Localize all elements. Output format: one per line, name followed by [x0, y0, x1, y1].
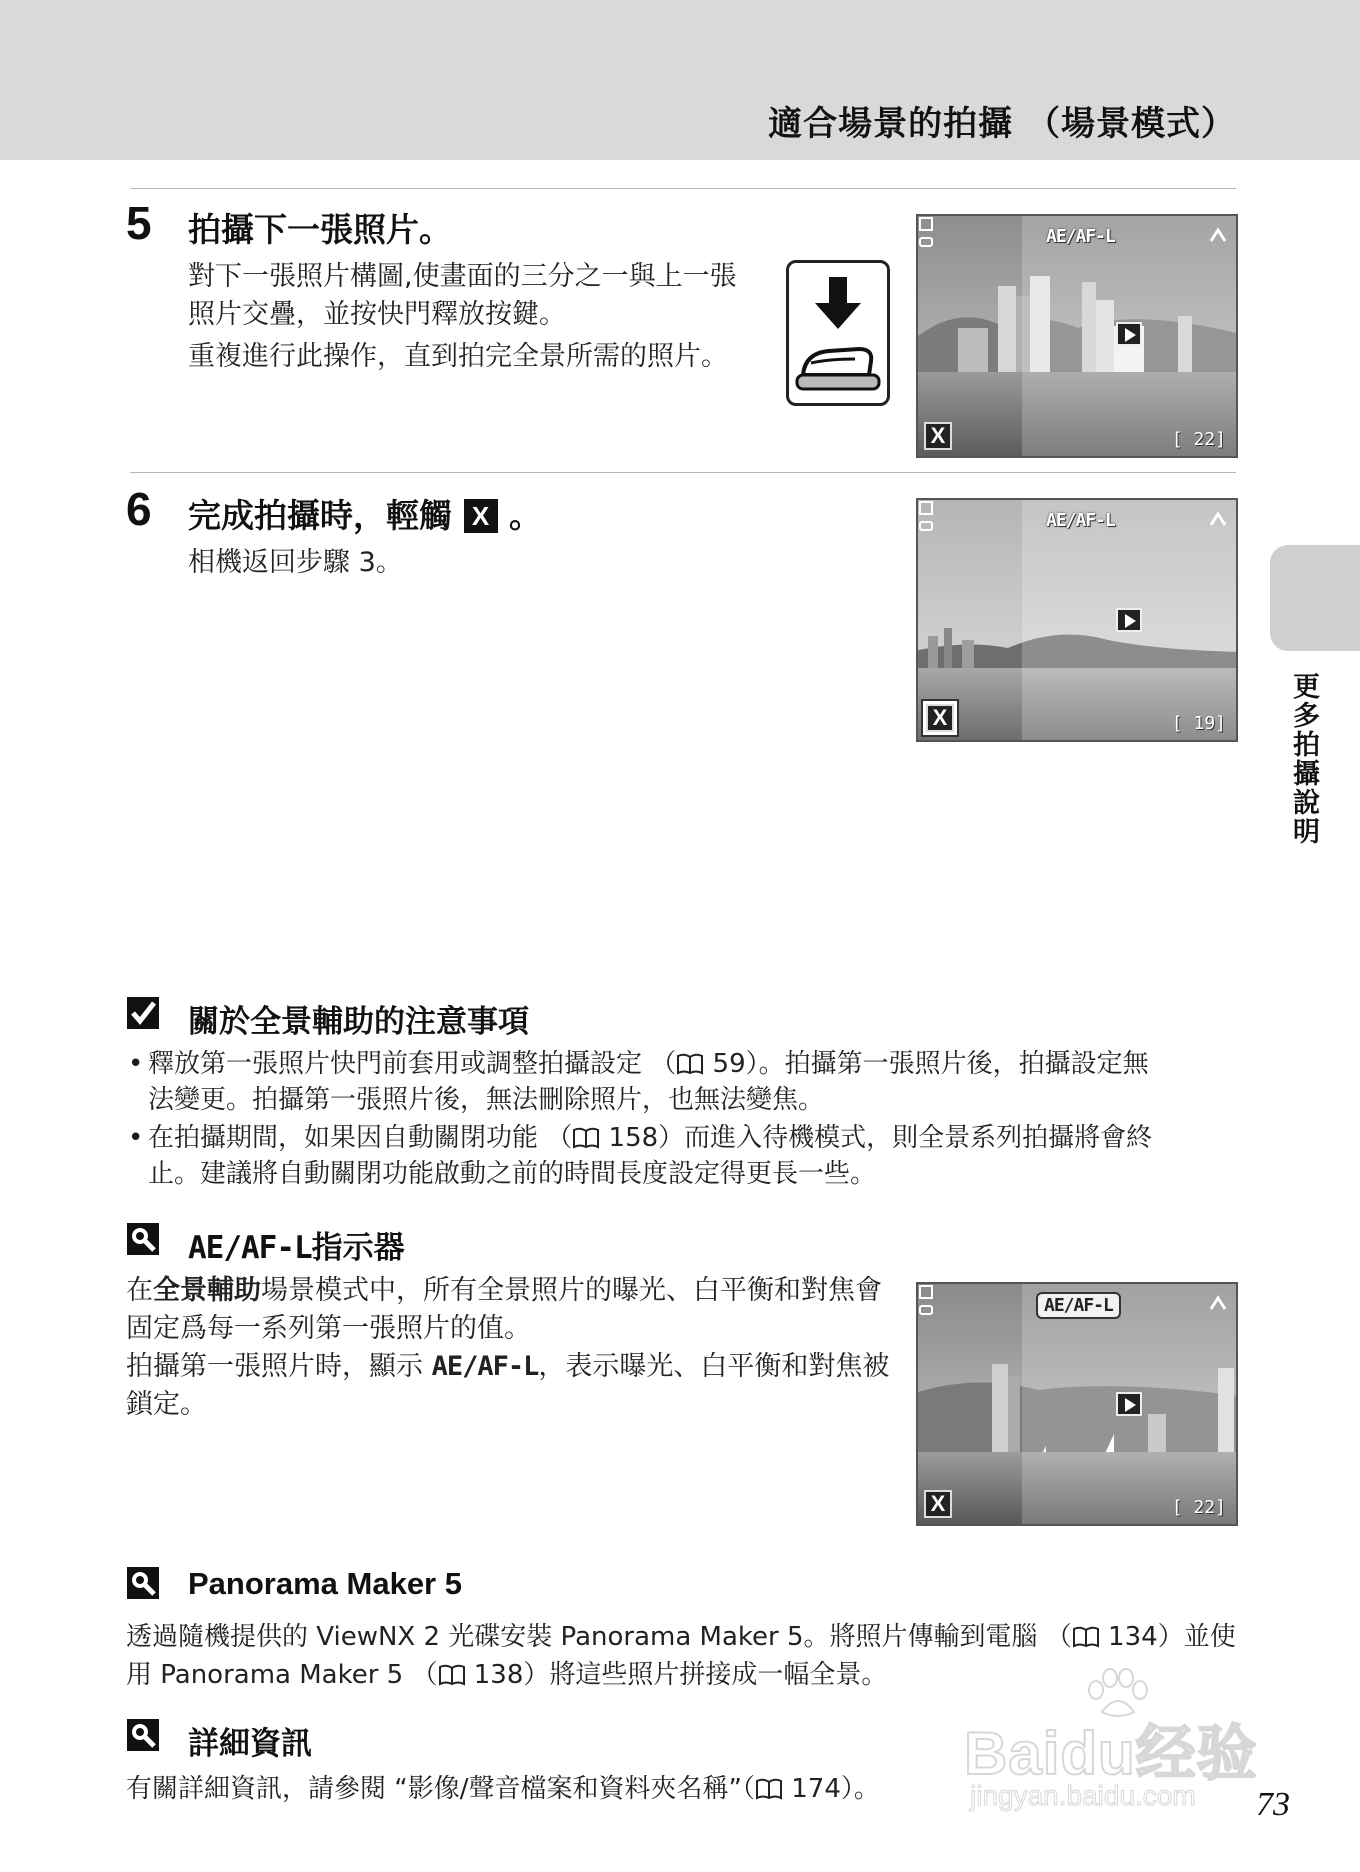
ae-af-lock-indicator: AE/AF-L — [1046, 226, 1115, 247]
magnifier-note-icon — [126, 1222, 160, 1256]
exposures-remaining: [ 22] — [1171, 429, 1226, 450]
exposures-remaining: [ 22] — [1171, 1497, 1226, 1518]
ae-af-lock-code: AE/AF-L — [431, 1351, 539, 1382]
exposures-remaining: [ 19] — [1171, 713, 1226, 734]
section-side-label: 更多拍攝說明 — [1288, 672, 1319, 846]
shutter-button-illustration — [786, 260, 890, 406]
ae-af-lock-indicator: AE/AF-L — [1036, 1292, 1121, 1319]
play-arrow-icon — [1116, 1392, 1142, 1416]
text-span: 174）。 — [782, 1774, 880, 1804]
baidu-watermark — [964, 1668, 1284, 1818]
checkmark-icon — [126, 996, 160, 1030]
book-reference-icon — [676, 1053, 704, 1075]
step-paragraph: 對下一張照片構圖,使畫面的三分之一與上一張照片交疊，並按快門釋放按鍵。 — [188, 261, 737, 330]
text-span: 在 — [126, 1275, 153, 1306]
bullet-text: 59）。拍攝第一張照片後，拍攝設定無 — [704, 1049, 1149, 1079]
text-span: 場景模式中，所有全景照片的曝光、白平衡和對焦會固定爲每一系列第一張照片的值。 — [126, 1275, 882, 1344]
ae-af-lock-code: AE/AF-L — [188, 1230, 312, 1266]
play-arrow-icon — [1116, 608, 1142, 632]
x-icon: X — [464, 499, 498, 533]
step-title-end: 。 — [509, 496, 542, 535]
section-side-tab — [1270, 545, 1360, 651]
text-span: 138）將這些照片拼接成一幅全景。 — [465, 1660, 888, 1690]
step-number: 5 — [126, 197, 152, 249]
text-span: 拍攝第一張照片時，顯示 — [126, 1351, 432, 1382]
note-title: 詳細資訊 — [188, 1726, 312, 1762]
page-header-title: 適合場景的拍攝 （場景模式） — [768, 104, 1236, 144]
note-title: 關於全景輔助的注意事項 — [188, 1004, 529, 1040]
panorama-assist-term: 全景輔助 — [153, 1275, 261, 1306]
bullet-text: 在拍攝期間，如果因自動關閉功能 （ — [148, 1123, 573, 1153]
panorama-scene — [918, 216, 1238, 458]
bullet-item — [148, 1046, 1238, 1118]
book-reference-icon — [572, 1127, 600, 1149]
panorama-scene — [918, 500, 1238, 742]
page-number: 73 — [1256, 1786, 1290, 1823]
text-span: 134）並使 — [1099, 1622, 1236, 1652]
step-paragraph: 重複進行此操作，直到拍完全景所需的照片。 — [188, 341, 728, 372]
step-paragraph: 相機返回步驟 3。 — [188, 547, 403, 578]
bullet-marker: • — [128, 1049, 144, 1079]
text-span: 透過隨機提供的 ViewNX 2 光碟安裝 Panorama Maker 5。將照片傳輸到電腦 （ — [126, 1622, 1072, 1652]
step-number: 6 — [126, 483, 152, 535]
finish-x-button[interactable]: X — [924, 422, 952, 450]
bullet-marker: • — [128, 1123, 144, 1153]
camera-lcd-screen — [916, 214, 1238, 458]
note-title: Panorama Maker 5 — [188, 1566, 462, 1601]
book-reference-icon — [1072, 1626, 1100, 1648]
finish-x-button[interactable]: X — [926, 704, 954, 732]
bullet-text: 止。建議將自動關閉功能啟動之前的時間長度設定得更長一些。 — [148, 1159, 877, 1189]
divider — [130, 188, 1236, 189]
bullet-text: 釋放第一張照片快門前套用或調整拍攝設定 （ — [148, 1049, 677, 1079]
divider — [130, 472, 1236, 473]
bullet-text: 法變更。拍攝第一張照片後，無法刪除照片，也無法變焦。 — [148, 1085, 825, 1115]
book-reference-icon — [438, 1664, 466, 1686]
book-reference-icon — [755, 1778, 783, 1800]
watermark-brand: Baidu经验 — [964, 1720, 1258, 1787]
panorama-mode-icon — [918, 500, 934, 534]
finish-x-button[interactable]: X — [924, 1490, 952, 1518]
panorama-scene — [918, 1284, 1238, 1526]
note-paragraph — [126, 1348, 902, 1424]
text-span: 有關詳細資訊，請參閱 “影像/聲音檔案和資料夾名稱”（ — [126, 1774, 755, 1804]
magnifier-note-icon — [126, 1566, 160, 1600]
watermark-url: jingyan.baidu.com — [970, 1780, 1196, 1811]
vibration-reduction-icon — [1208, 510, 1228, 530]
vibration-reduction-icon — [1208, 226, 1228, 246]
shutter-press-icon — [789, 263, 887, 403]
note-title — [188, 1222, 405, 1267]
camera-lcd-screen — [916, 498, 1238, 742]
magnifier-note-icon — [126, 1718, 160, 1752]
panorama-mode-icon — [918, 216, 934, 250]
note-paragraph — [126, 1272, 902, 1348]
play-arrow-icon — [1116, 322, 1142, 346]
step-title: 拍攝下一張照片。 — [188, 210, 452, 249]
ae-af-lock-indicator: AE/AF-L — [1046, 510, 1115, 531]
note-title-text: 指示器 — [311, 1230, 405, 1266]
step-title-text: 完成拍攝時，輕觸 — [188, 496, 452, 535]
text-span: ，表示曝光、白平衡和對焦被鎖定。 — [126, 1351, 890, 1420]
camera-lcd-screen — [916, 1282, 1238, 1526]
vibration-reduction-icon — [1208, 1294, 1228, 1314]
text-span: 用 Panorama Maker 5 （ — [126, 1660, 438, 1690]
bullet-item — [148, 1120, 1238, 1192]
bullet-text: 158）而進入待機模式，則全景系列拍攝將會終 — [600, 1123, 1153, 1153]
step-title — [188, 490, 542, 537]
panorama-mode-icon — [918, 1284, 934, 1318]
